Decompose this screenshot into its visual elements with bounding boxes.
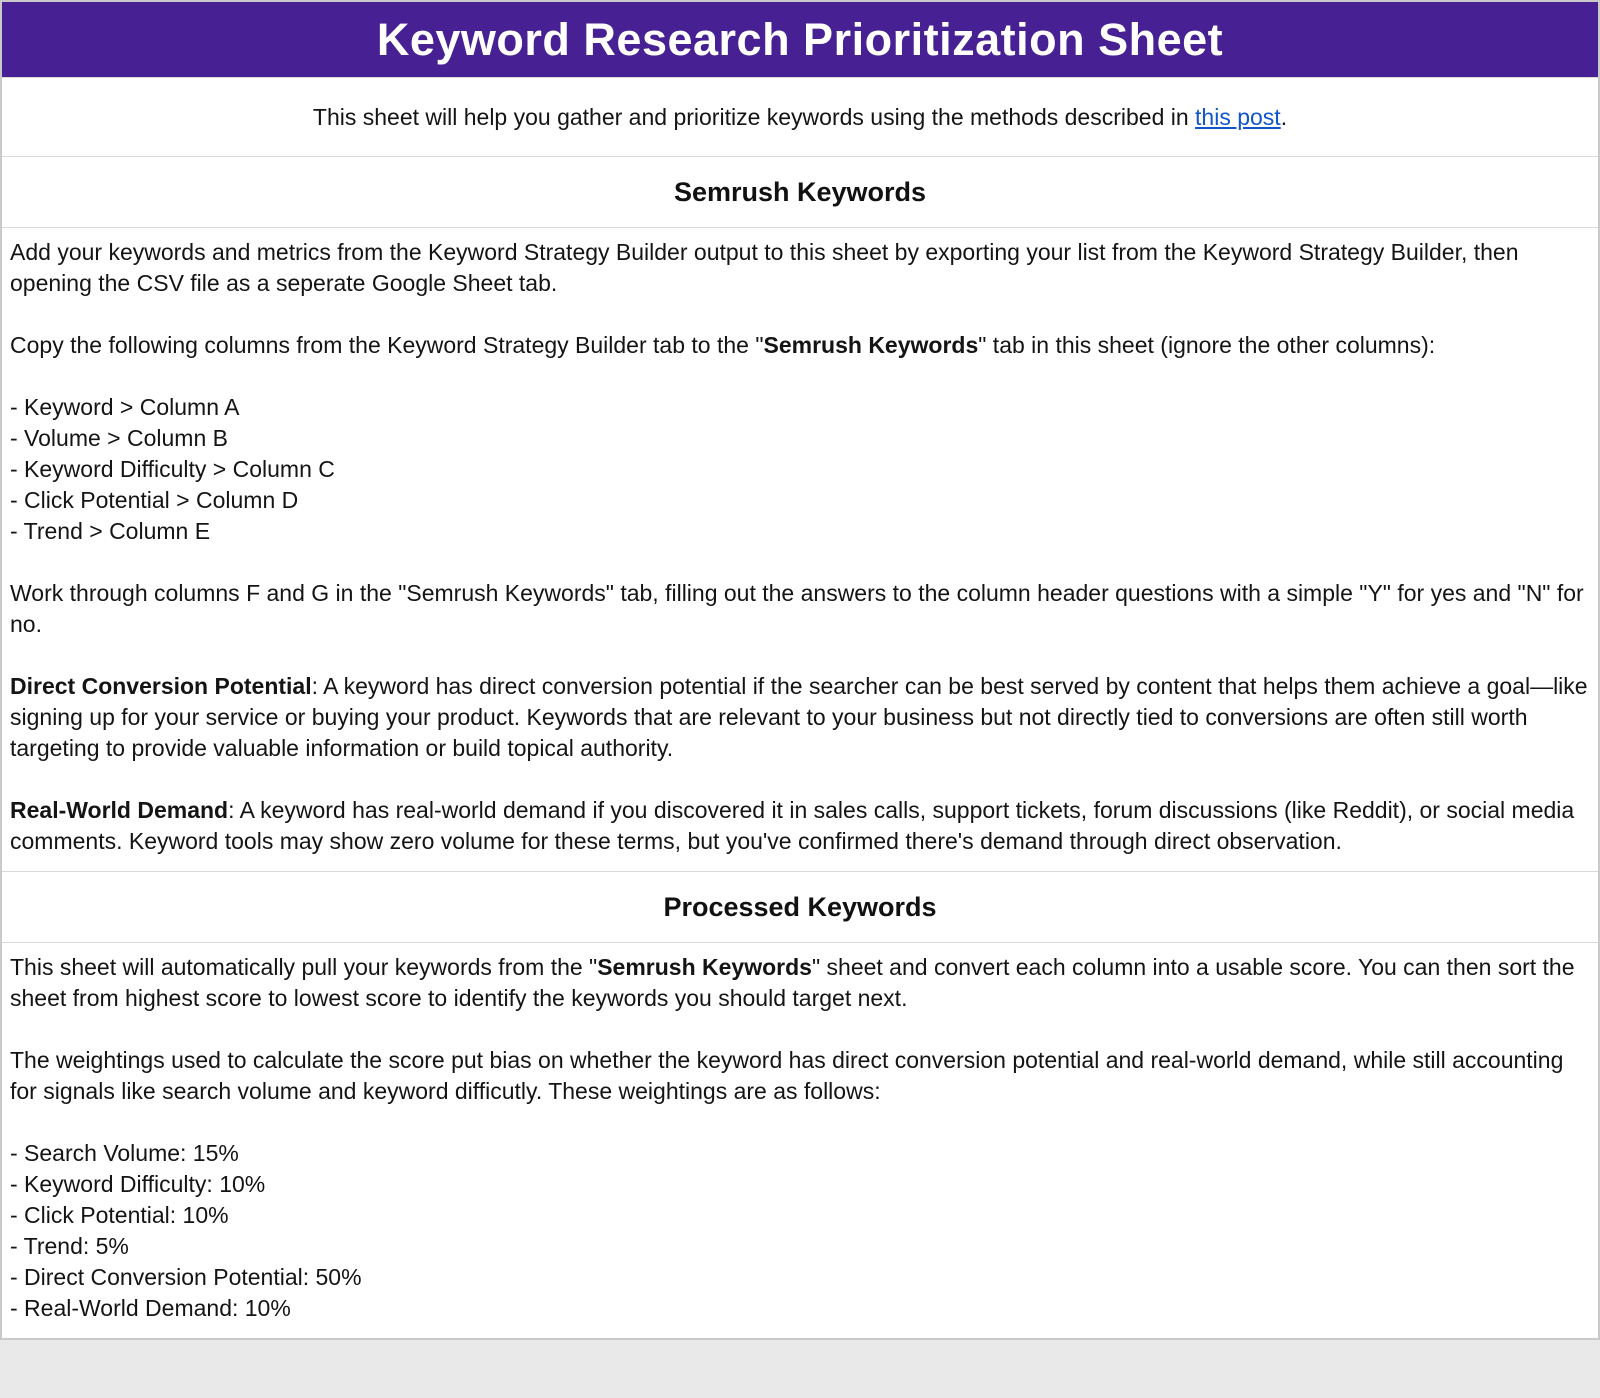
title-bar xyxy=(2,2,1598,78)
direct-conversion-potential-definition: : A keyword has direct conversion potential if the searcher can be best served by content that helps them achieve a goal—like signing up for your service or buying your product. Keywords that are relevant to your business but not directly tied to conversions are often still worth targeting to provide valuable information or build topical authority. xyxy=(10,673,1588,761)
real-world-demand-term: Real-World Demand xyxy=(10,797,229,823)
semrush-keywords-bold-term: Semrush Keywords xyxy=(763,332,979,358)
paragraph-weightings-intro: The weightings used to calculate the score put bias on whether the keyword has direct conversion potential and real-world demand, while still accounting for signals like search volume and keyword difficutly. These weightings are as follows: xyxy=(10,1047,1564,1104)
list-item: - Trend: 5% xyxy=(10,1233,129,1259)
section-heading-processed: Processed Keywords xyxy=(663,891,937,922)
auto-pull-text-before: This sheet will automatically pull your keywords from the " xyxy=(10,954,598,980)
paragraph-real-world-demand xyxy=(10,795,1588,857)
list-item: - Trend > Column E xyxy=(10,518,211,544)
auto-pull-text-after: " sheet and convert each column into a usable score. You can then sort the sheet from highest score to lowest score to identify the keywords you should target next. xyxy=(10,954,1575,1011)
intro-row xyxy=(2,78,1598,157)
list-item: - Click Potential: 10% xyxy=(10,1202,229,1228)
list-item: - Keyword Difficulty > Column C xyxy=(10,456,335,482)
intro-text-after: . xyxy=(1280,103,1288,130)
processed-instructions-cell xyxy=(2,943,1598,1338)
list-item: - Keyword > Column A xyxy=(10,394,240,420)
semrush-instructions-cell xyxy=(2,228,1598,872)
list-item: - Keyword Difficulty: 10% xyxy=(10,1171,266,1197)
section-heading-semrush: Semrush Keywords xyxy=(673,176,927,207)
list-item: - Click Potential > Column D xyxy=(10,487,299,513)
this-post-link[interactable]: this post xyxy=(1195,103,1281,130)
page-title: Keyword Research Prioritization Sheet xyxy=(376,13,1224,65)
real-world-demand-definition: : A keyword has real-world demand if you discovered it in sales calls, support tickets, forum discussions (like Reddit), or social media comments. Keyword tools may show zero volume for these terms, but you've confirmed there's demand through direct observation. xyxy=(10,797,1575,854)
list-item: - Search Volume: 15% xyxy=(10,1140,239,1166)
weightings-list xyxy=(10,1138,1588,1324)
copy-columns-text-before: Copy the following columns from the Keyword Strategy Builder tab to the " xyxy=(10,332,764,358)
copy-columns-text-after: " tab in this sheet (ignore the other columns): xyxy=(978,332,1436,358)
paragraph-direct-conversion-potential xyxy=(10,671,1588,764)
intro-text-before: This sheet will help you gather and prioritize keywords using the methods described in xyxy=(312,103,1196,130)
processed-section-header-row xyxy=(2,872,1598,943)
paragraph-export-instructions: Add your keywords and metrics from the Keyword Strategy Builder output to this sheet by exporting your list from the Keyword Strategy Builder, then opening the CSV file as a seperate Google Sheet tab. xyxy=(10,239,1519,296)
intro-text xyxy=(313,104,1287,131)
semrush-section-header-row xyxy=(2,157,1598,228)
list-item: - Direct Conversion Potential: 50% xyxy=(10,1264,362,1290)
column-mapping-list xyxy=(10,392,1588,547)
paragraph-auto-pull xyxy=(10,952,1588,1014)
direct-conversion-potential-term: Direct Conversion Potential xyxy=(10,673,312,699)
paragraph-copy-columns xyxy=(10,330,1588,361)
list-item: - Volume > Column B xyxy=(10,425,228,451)
list-item: - Real-World Demand: 10% xyxy=(10,1295,291,1321)
paragraph-work-through-columns: Work through columns F and G in the "Semrush Keywords" tab, filling out the answers to the column header questions with a simple "Y" for yes and "N" for no. xyxy=(10,580,1584,637)
semrush-keywords-bold-term: Semrush Keywords xyxy=(597,954,812,980)
